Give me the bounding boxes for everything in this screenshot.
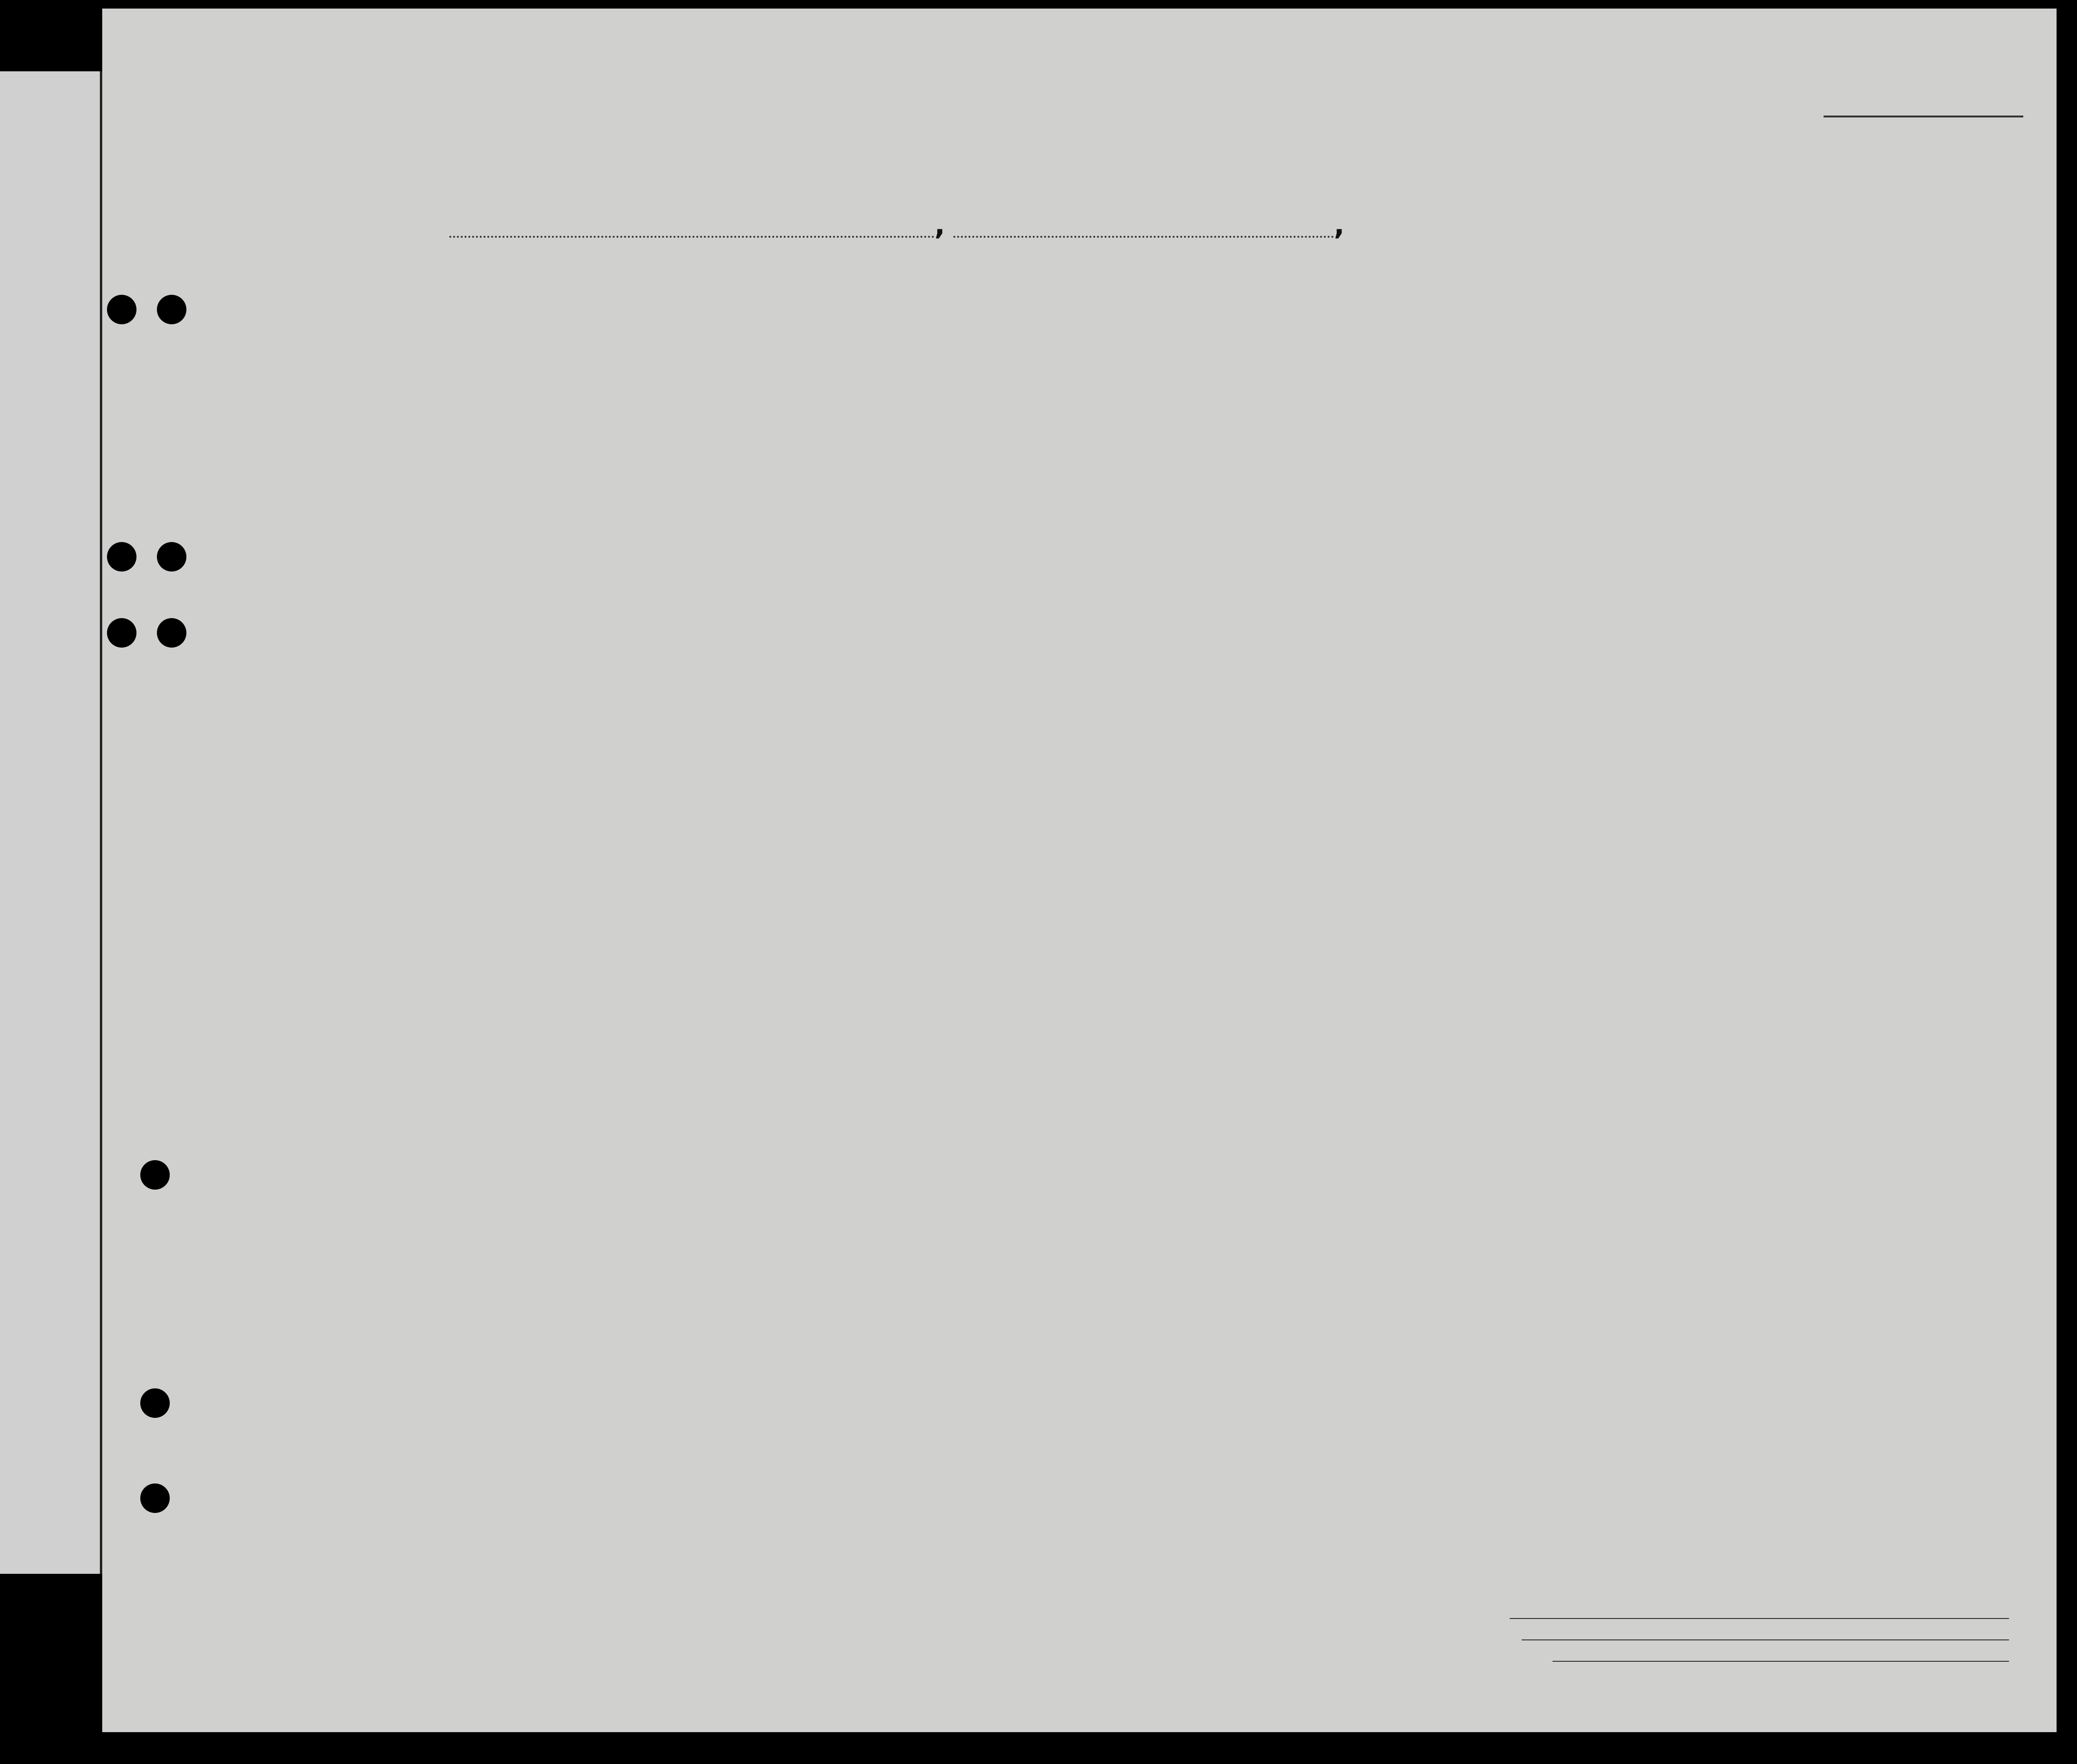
table-grid [102, 9, 2057, 1732]
punch-hole [140, 1483, 170, 1513]
manifest-sheet: , , [102, 9, 2057, 1732]
header-col26 [1344, 318, 1363, 413]
punch-hole [107, 618, 136, 648]
header-col21 [773, 303, 792, 417]
punch-hole [140, 1388, 170, 1418]
header-col34-inches [1693, 389, 1717, 422]
header-col25 [1317, 318, 1336, 413]
punch-hole [107, 542, 136, 572]
punch-hole [157, 295, 186, 324]
punch-hole [107, 295, 136, 324]
adjacent-page-strip [0, 71, 103, 1574]
punch-hole [140, 1160, 170, 1190]
header-col34-feet [1667, 394, 1690, 422]
header-col19 [649, 318, 668, 417]
punch-hole [157, 542, 186, 572]
punch-hole [157, 618, 186, 648]
